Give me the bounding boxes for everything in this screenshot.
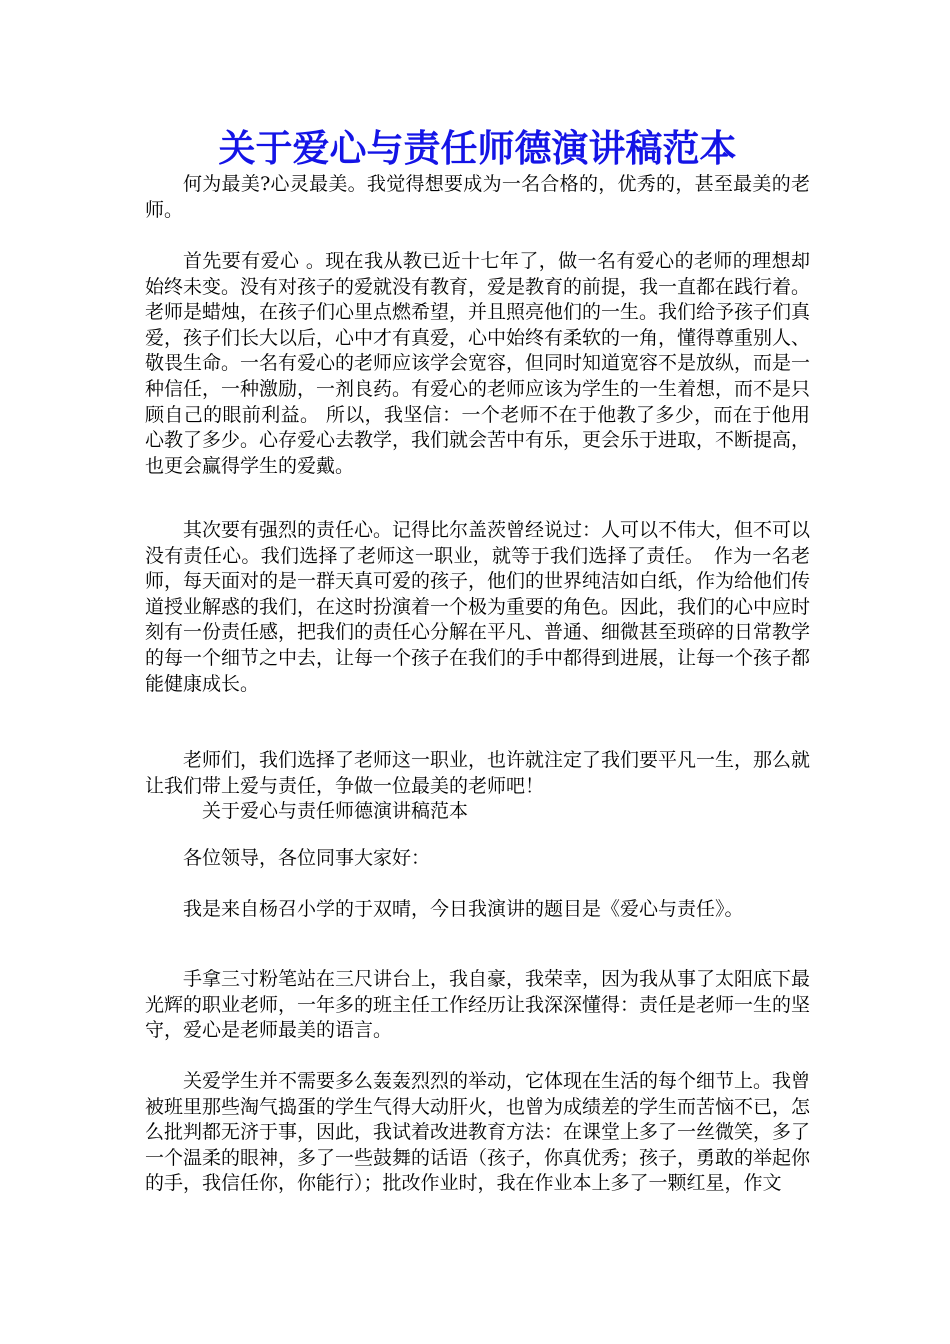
paragraph-care: 关爱学生并不需要多么轰轰烈烈的举动，它体现在生活的每个细节上。我曾被班里那些淘气捣蛋的学生气得大动肝火，也曾为成绩差的学生而苦恼不已，怎么批判都无济于事，因此，我试着改进教育方法：在课堂上多了一丝微笑，多了一个温柔的眼神，多了一些鼓舞的话语（孩子，你真优秀；孩子，勇敢的举起你的手，我信任你，你能行）；批改作业时，我在作业本上多了一颗红星，作文: [145, 1070, 811, 1195]
paragraph-closing: 老师们，我们选择了老师这一职业，也许就注定了我们要平凡一生，那么就让我们带上爱与责任，争做一位最美的老师吧！: [145, 749, 811, 797]
paragraph-love: 首先要有爱心 。现在我从教已近十七年了，做一名有爱心的老师的理想却始终未变。没有对孩子的爱就没有教育，爱是教育的前提，我一直都在践行着。老师是蜡烛，在孩子们心里点燃希望，并且照亮他们的一生。我们给予孩子们真爱，孩子们长大以后，心中才有真爱，心中始终有柔软的一角，懂得尊重别人、敬畏生命。一名有爱心的老师应该学会宽容，但同时知道宽容不是放纵，而是一种信任，一种激励，一剂良药。有爱心的老师应该为学生的一生着想，而不是只顾自己的眼前利益。 所以，我坚信：一个老师不在于他教了多少，而在于他用心教了多少。心存爱心去教学，我们就会苦中有乐，更会乐于进取，不断提高，也更会赢得学生的爱戴。: [145, 250, 811, 477]
paragraph-pride: 手拿三寸粉笔站在三尺讲台上，我自豪，我荣幸，因为我从事了太阳底下最光辉的职业老师，一年多的班主任工作经历让我深深懂得：责任是老师一生的坚守，爱心是老师最美的语言。: [145, 968, 811, 1042]
paragraph-responsibility: 其次要有强烈的责任心。记得比尔盖茨曾经说过：人可以不伟大，但不可以没有责任心。我们选择了老师这一职业，就等于我们选择了责任。 作为一名老师，每天面对的是一群天真可爱的孩子，他们的世界纯洁如白纸，作为给他们传道授业解惑的我们，在这时扮演着一个极为重要的角色。因此，我们的心中应时刻有一份责任感，把我们的责任心分解在平凡、普通、细微甚至琐碎的日常教学的每一个细节之中去，让每一个孩子在我们的手中都得到进展，让每一个孩子都能健康成长。: [145, 519, 811, 695]
paragraph-greeting: 各位领导，各位同事大家好：: [183, 847, 431, 869]
second-speech-title: 关于爱心与责任师德演讲稿范本: [202, 800, 469, 822]
paragraph-self-intro: 我是来自杨召小学的于双晴，今日我演讲的题目是《爱心与责任》。: [183, 898, 744, 920]
document-title: 关于爱心与责任师德演讲稿范本: [218, 126, 737, 170]
paragraph-intro: 何为最美?心灵最美。我觉得想要成为一名合格的，优秀的，甚至最美的老师。: [145, 173, 810, 221]
